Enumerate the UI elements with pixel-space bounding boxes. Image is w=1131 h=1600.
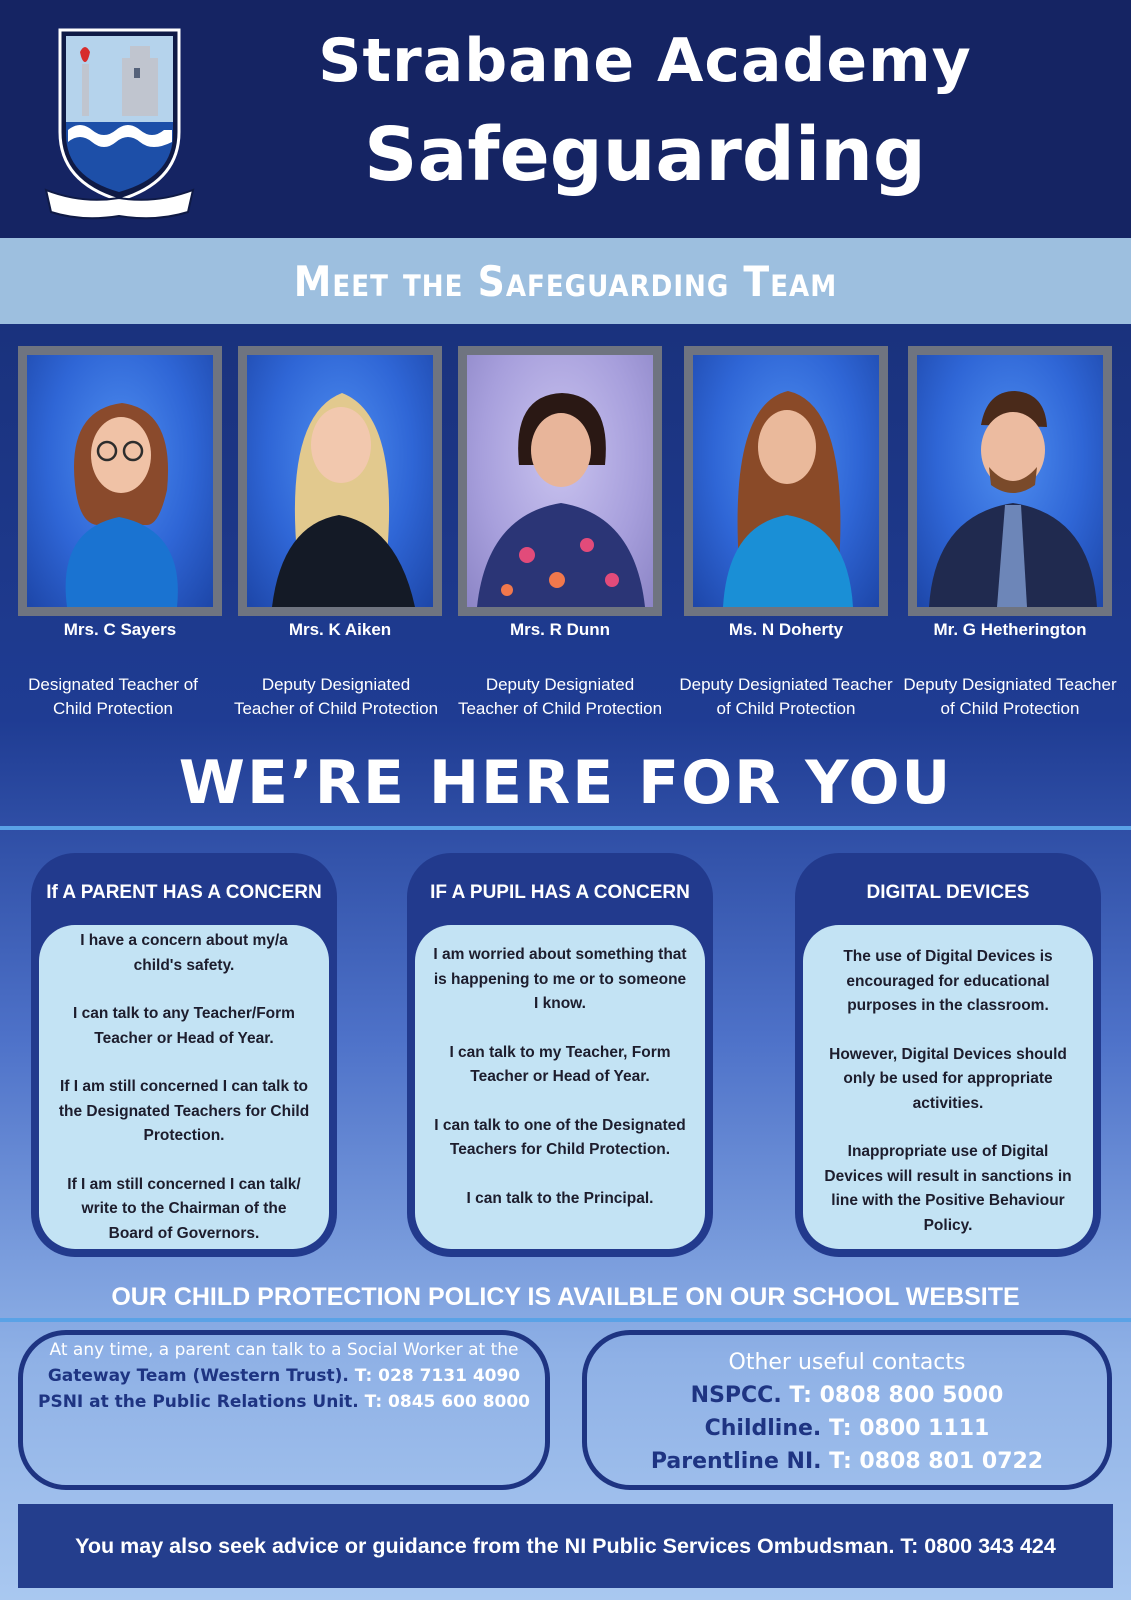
staff-role: Designated Teacher of Child Protection: [28, 675, 198, 718]
useful-contacts-box: [582, 1330, 1112, 1490]
team-heading-band: [0, 238, 1131, 324]
staff-name: Mrs. R Dunn: [509, 620, 611, 639]
staff-photo-aiken: [238, 346, 442, 616]
card-paragraph: However, Digital Devices should only be used for appropriate activities.: [829, 1045, 1067, 1112]
card-paragraph: The use of Digital Devices is encouraged for educational purposes in the classroom.: [843, 948, 1053, 1014]
portrait-image: [247, 355, 433, 607]
staff-role: Deputy Designiated Teacher of Child Protection: [457, 675, 663, 718]
portrait-image: [693, 355, 879, 607]
pupil-concern-card: [407, 853, 713, 1257]
social-worker-intro: At any time, a parent can talk to a Social Worker at the: [49, 1340, 519, 1360]
card-paragraph: I can talk to the Principal.: [466, 1189, 654, 1207]
staff-photo-doherty: [684, 346, 888, 616]
contact-phone: T: 0800 1111: [828, 1416, 990, 1441]
gateway-line: [23, 1363, 545, 1389]
header: [0, 0, 1131, 238]
divider: [0, 1318, 1131, 1322]
slogan-heading: WE’RE HERE FOR YOU: [178, 748, 953, 818]
staff-role: Deputy Designiated Teacher of Child Protection: [679, 675, 893, 718]
psni-line: [23, 1389, 545, 1415]
contacts-heading: Other useful contacts: [728, 1350, 966, 1375]
social-worker-box: [18, 1330, 550, 1490]
card-paragraph: If I am still concerned I can talk/ write to the Chairman of the Board of Governors.: [67, 1175, 301, 1242]
card-body: [415, 925, 705, 1249]
contact-phone: T: 0808 800 5000: [789, 1383, 1004, 1408]
card-title: DIGITAL DEVICES: [866, 882, 1030, 903]
psni-label: PSNI at the Public Relations Unit.: [37, 1392, 359, 1412]
portrait-image: [467, 355, 653, 607]
card-paragraph: I am worried about something that is happening to me or to someone I know.: [433, 946, 687, 1012]
card-body: [39, 925, 329, 1249]
card-paragraph: Inappropriate use of Digital Devices will result in sanctions in line with the Positive Behaviour Policy.: [824, 1143, 1072, 1234]
digital-devices-card: [795, 853, 1101, 1257]
staff-name: Mrs. K Aiken: [288, 620, 392, 639]
contact-childline: [587, 1412, 1107, 1445]
card-paragraph: I can talk to any Teacher/Form Teacher or Head of Year.: [73, 1005, 295, 1047]
psni-phone: T: 0845 600 8000: [364, 1392, 531, 1412]
card-body: [803, 925, 1093, 1249]
contact-nspcc: [587, 1379, 1107, 1412]
portrait-image: [27, 355, 213, 607]
ombudsman-footer: [18, 1504, 1113, 1588]
title-school-name: Strabane Academy: [318, 26, 972, 96]
card-title: If A PARENT HAS A CONCERN: [46, 882, 322, 903]
contact-name: Parentline NI.: [650, 1449, 822, 1474]
card-title: IF A PUPIL HAS A CONCERN: [430, 882, 690, 903]
contact-phone: T: 0808 801 0722: [829, 1449, 1044, 1474]
team-heading: Meet the Safeguarding Team: [293, 256, 838, 306]
card-paragraph: If I am still concerned I can talk to the Designated Teachers for Child Protection.: [58, 1078, 310, 1144]
staff-photo-sayers: [18, 346, 222, 616]
divider: [0, 826, 1131, 830]
staff-photo-dunn: [458, 346, 662, 616]
staff-name: Mr. G Hetherington: [933, 620, 1087, 639]
card-paragraph: I can talk to one of the Designated Teachers for Child Protection.: [434, 1116, 686, 1158]
contact-name: Childline.: [704, 1416, 822, 1441]
staff-name: Ms. N Doherty: [728, 620, 844, 639]
staff-role: Deputy Designiated Teacher of Child Protection: [233, 675, 439, 718]
parent-concern-card: [31, 853, 337, 1257]
staff-photo-hetherington: [908, 346, 1112, 616]
footer-text: You may also seek advice or guidance from the NI Public Services Ombudsman. T: 0800 343 424: [75, 1533, 1056, 1558]
contact-name: NSPCC.: [690, 1383, 782, 1408]
gateway-label: Gateway Team (Western Trust).: [47, 1366, 349, 1386]
school-crest-logo: [42, 22, 197, 220]
title-safeguarding: Safeguarding: [364, 112, 926, 198]
staff-role: Deputy Designiated Teacher of Child Protection: [903, 675, 1117, 718]
gateway-phone: T: 028 7131 4090: [354, 1366, 521, 1386]
portrait-image: [917, 355, 1103, 607]
policy-note: OUR CHILD PROTECTION POLICY IS AVAILBLE ON OUR SCHOOL WEBSITE: [111, 1283, 1020, 1311]
card-paragraph: I have a concern about my/a child's safety.: [80, 932, 288, 974]
card-paragraph: I can talk to my Teacher, Form Teacher or Head of Year.: [449, 1043, 671, 1085]
contact-parentline: [587, 1445, 1107, 1478]
staff-name: Mrs. C Sayers: [63, 620, 177, 639]
